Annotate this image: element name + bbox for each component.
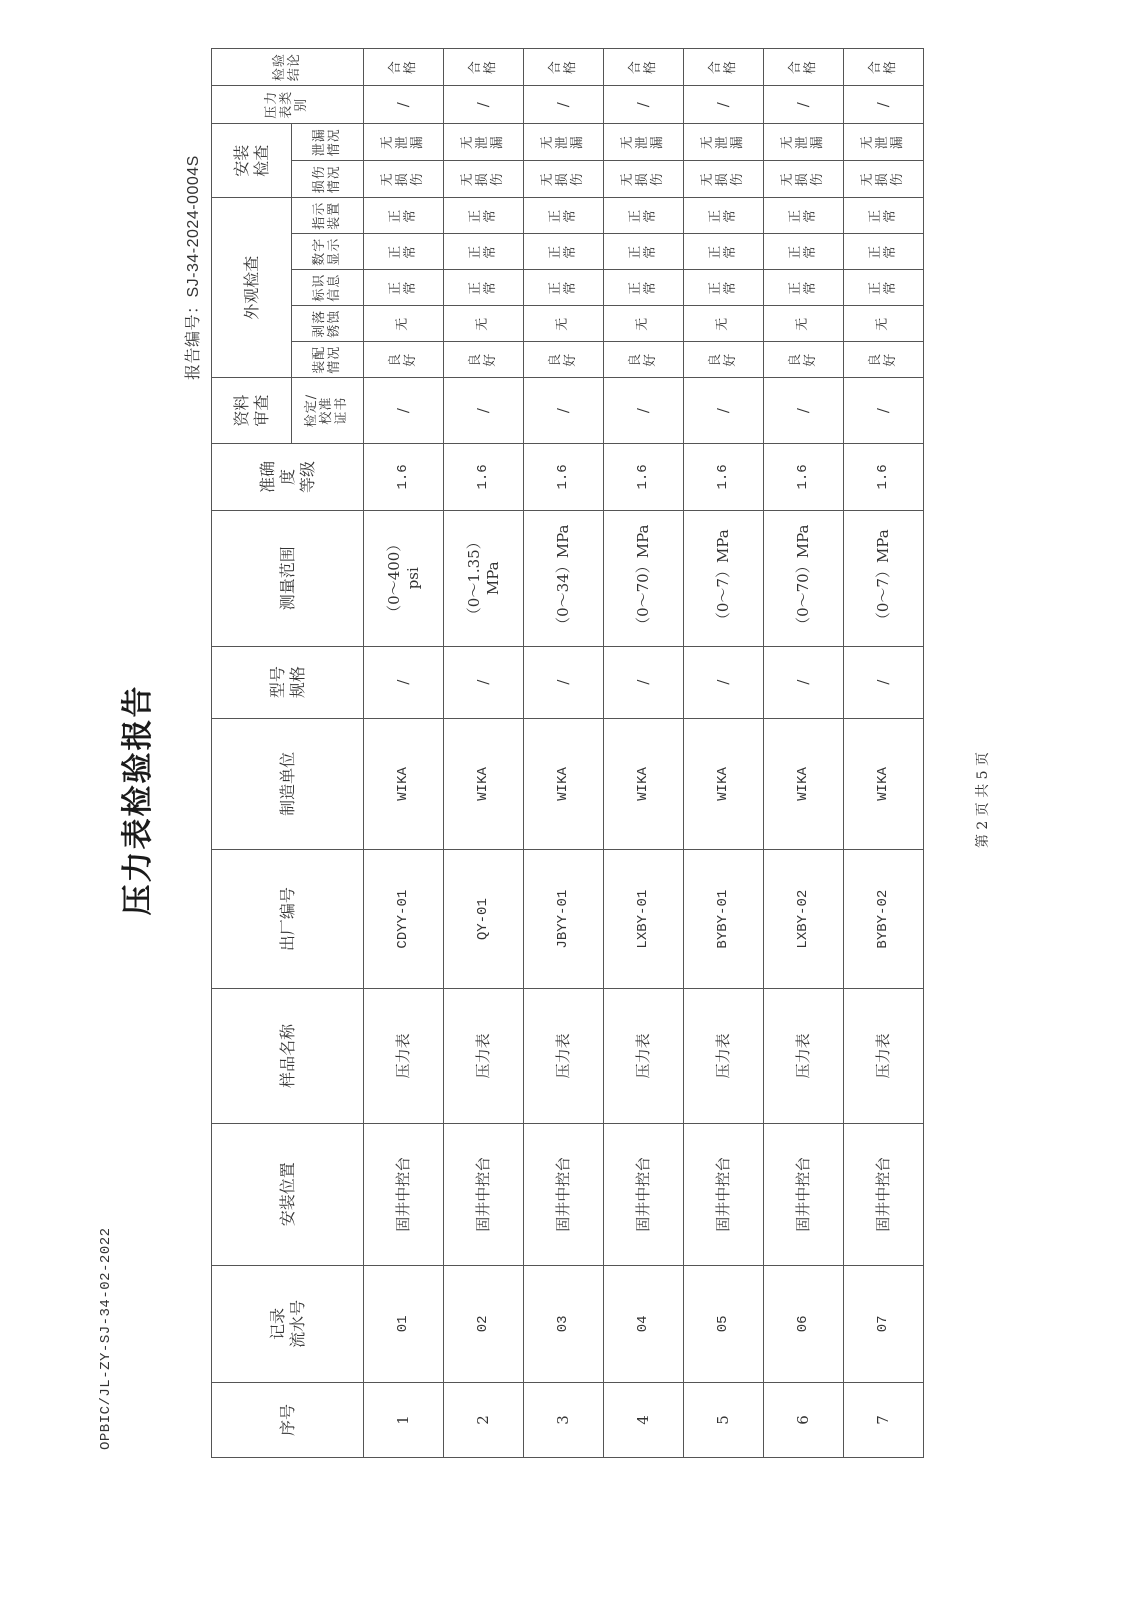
cell-app-pointer: 正 常 [364, 198, 444, 234]
cell-accuracy: 1.6 [444, 444, 524, 511]
cell-sample-name: 压力表 [524, 989, 604, 1124]
header-conclusion: 检验结论 [212, 49, 364, 86]
cell-accuracy: 1.6 [684, 444, 764, 511]
header-seq: 序号 [212, 1382, 364, 1457]
cell-accuracy: 1.6 [844, 444, 924, 511]
cell-sample-name: 压力表 [764, 989, 844, 1124]
cell-location: 固井中控台 [764, 1123, 844, 1265]
cell-record-no: 06 [764, 1265, 844, 1382]
cell-serial-no: BYBY-02 [844, 850, 924, 989]
cell-doc-review: / [364, 378, 444, 444]
cell-record-no: 03 [524, 1265, 604, 1382]
cell-accuracy: 1.6 [524, 444, 604, 511]
cell-conclusion: 合 格 [444, 49, 524, 86]
inspection-table [211, 48, 924, 1458]
header-location: 安装位置 [212, 1123, 364, 1265]
cell-seq: 2 [444, 1382, 524, 1457]
cell-manufacturer: WIKA [684, 718, 764, 850]
cell-app-peeling: 无 [524, 306, 604, 342]
cell-inst-leak: 无 泄 漏 [604, 124, 684, 161]
table-row [764, 49, 844, 1458]
cell-seq: 6 [764, 1382, 844, 1457]
cell-app-assembly: 良 好 [844, 342, 924, 378]
cell-app-marking: 正 常 [444, 270, 524, 306]
cell-record-no: 01 [364, 1265, 444, 1382]
cell-doc-review: / [524, 378, 604, 444]
header-app-marking: 标识信息 [292, 270, 364, 306]
cell-range: （0～7）MPa [684, 510, 764, 646]
header-sample-name: 样品名称 [212, 989, 364, 1124]
header-inst-damage: 损伤情况 [292, 161, 364, 198]
cell-app-assembly: 良 好 [604, 342, 684, 378]
cell-inst-leak: 无 泄 漏 [524, 124, 604, 161]
cell-app-peeling: 无 [684, 306, 764, 342]
cell-gauge-type: / [364, 86, 444, 124]
report-number: 报告编号：SJ-34-2024-0004S [185, 155, 202, 380]
cell-app-digital: 正 常 [524, 234, 604, 270]
cell-gauge-type: / [604, 86, 684, 124]
header-appearance: 外观检查 [212, 198, 292, 378]
header-record-no: 记录 流水号 [212, 1265, 364, 1382]
cell-seq: 5 [684, 1382, 764, 1457]
cell-manufacturer: WIKA [844, 718, 924, 850]
cell-sample-name: 压力表 [444, 989, 524, 1124]
cell-gauge-type: / [764, 86, 844, 124]
cell-app-digital: 正 常 [604, 234, 684, 270]
cell-app-marking: 正 常 [764, 270, 844, 306]
cell-inst-leak: 无 泄 漏 [684, 124, 764, 161]
cell-gauge-type: / [524, 86, 604, 124]
cell-record-no: 02 [444, 1265, 524, 1382]
cell-serial-no: QY-01 [444, 850, 524, 989]
cell-inst-leak: 无 泄 漏 [764, 124, 844, 161]
cell-app-assembly: 良 好 [684, 342, 764, 378]
cell-conclusion: 合 格 [684, 49, 764, 86]
cell-conclusion: 合 格 [764, 49, 844, 86]
cell-inst-damage: 无 损 伤 [444, 161, 524, 198]
cell-doc-review: / [844, 378, 924, 444]
cell-seq: 4 [604, 1382, 684, 1457]
cell-model: / [844, 646, 924, 718]
cell-app-peeling: 无 [764, 306, 844, 342]
header-inst-leak: 泄漏情况 [292, 124, 364, 161]
header-app-pointer: 指示装置 [292, 198, 364, 234]
cell-range: （0～70）MPa [604, 510, 684, 646]
header-gauge-type: 压力表类别 [212, 86, 364, 124]
cell-app-marking: 正 常 [604, 270, 684, 306]
cell-app-pointer: 正 常 [524, 198, 604, 234]
cell-location: 固井中控台 [524, 1123, 604, 1265]
cell-app-marking: 正 常 [524, 270, 604, 306]
table-row [684, 49, 764, 1458]
cell-inst-leak: 无 泄 漏 [444, 124, 524, 161]
cell-model: / [444, 646, 524, 718]
cell-location: 固井中控台 [844, 1123, 924, 1265]
table-row [364, 49, 444, 1458]
cell-conclusion: 合 格 [364, 49, 444, 86]
cell-range: （0～70）MPa [764, 510, 844, 646]
cell-model: / [764, 646, 844, 718]
header-app-digital: 数字显示 [292, 234, 364, 270]
cell-doc-review: / [444, 378, 524, 444]
cell-sample-name: 压力表 [684, 989, 764, 1124]
cell-accuracy: 1.6 [364, 444, 444, 511]
cell-inst-damage: 无 损 伤 [764, 161, 844, 198]
cell-manufacturer: WIKA [604, 718, 684, 850]
cell-inst-damage: 无 损 伤 [684, 161, 764, 198]
cell-conclusion: 合 格 [844, 49, 924, 86]
cell-app-marking: 正 常 [684, 270, 764, 306]
cell-app-pointer: 正 常 [764, 198, 844, 234]
cell-app-assembly: 良 好 [364, 342, 444, 378]
table-row [524, 49, 604, 1458]
cell-app-pointer: 正 常 [444, 198, 524, 234]
cell-serial-no: JBYY-01 [524, 850, 604, 989]
cell-gauge-type: / [844, 86, 924, 124]
page-title: 压力表检验报告 [120, 684, 156, 916]
cell-model: / [684, 646, 764, 718]
cell-manufacturer: WIKA [444, 718, 524, 850]
cell-conclusion: 合 格 [604, 49, 684, 86]
cell-app-marking: 正 常 [844, 270, 924, 306]
cell-app-peeling: 无 [604, 306, 684, 342]
header-serial-no: 出厂编号 [212, 850, 364, 989]
table-row [604, 49, 684, 1458]
cell-location: 固井中控台 [364, 1123, 444, 1265]
cell-model: / [604, 646, 684, 718]
cell-app-assembly: 良 好 [764, 342, 844, 378]
cell-location: 固井中控台 [684, 1123, 764, 1265]
cell-inst-damage: 无 损 伤 [524, 161, 604, 198]
header-doc-review-cert: 检定/ 校准 证书 [292, 378, 364, 444]
cell-serial-no: BYBY-01 [684, 850, 764, 989]
cell-sample-name: 压力表 [604, 989, 684, 1124]
cell-range: （0～7）MPa [844, 510, 924, 646]
cell-app-digital: 正 常 [764, 234, 844, 270]
cell-app-pointer: 正 常 [844, 198, 924, 234]
form-code: OPBIC/JL-ZY-SJ-34-02-2022 [98, 1227, 114, 1450]
cell-accuracy: 1.6 [604, 444, 684, 511]
cell-app-digital: 正 常 [844, 234, 924, 270]
cell-record-no: 05 [684, 1265, 764, 1382]
header-range: 测量范围 [212, 510, 364, 646]
cell-range: （0～34）MPa [524, 510, 604, 646]
cell-app-assembly: 良 好 [444, 342, 524, 378]
cell-app-peeling: 无 [364, 306, 444, 342]
cell-doc-review: / [684, 378, 764, 444]
cell-inst-leak: 无 泄 漏 [364, 124, 444, 161]
header-app-assembly: 装配情况 [292, 342, 364, 378]
cell-serial-no: CDYY-01 [364, 850, 444, 989]
cell-app-pointer: 正 常 [684, 198, 764, 234]
cell-gauge-type: / [444, 86, 524, 124]
cell-sample-name: 压力表 [364, 989, 444, 1124]
cell-seq: 7 [844, 1382, 924, 1457]
table-row [844, 49, 924, 1458]
cell-manufacturer: WIKA [764, 718, 844, 850]
cell-app-digital: 正 常 [684, 234, 764, 270]
cell-app-digital: 正 常 [364, 234, 444, 270]
cell-record-no: 07 [844, 1265, 924, 1382]
cell-seq: 1 [364, 1382, 444, 1457]
cell-serial-no: LXBY-02 [764, 850, 844, 989]
cell-serial-no: LXBY-01 [604, 850, 684, 989]
cell-record-no: 04 [604, 1265, 684, 1382]
cell-app-digital: 正 常 [444, 234, 524, 270]
cell-manufacturer: WIKA [364, 718, 444, 850]
cell-app-peeling: 无 [444, 306, 524, 342]
cell-gauge-type: / [684, 86, 764, 124]
cell-app-marking: 正 常 [364, 270, 444, 306]
table-row [444, 49, 524, 1458]
cell-sample-name: 压力表 [844, 989, 924, 1124]
cell-range: （0～400） psi [364, 510, 444, 646]
header-manufacturer: 制造单位 [212, 718, 364, 850]
cell-app-assembly: 良 好 [524, 342, 604, 378]
cell-inst-damage: 无 损 伤 [844, 161, 924, 198]
cell-range: （0～1.35） MPa [444, 510, 524, 646]
cell-model: / [524, 646, 604, 718]
header-app-peeling: 剥落锈蚀 [292, 306, 364, 342]
cell-doc-review: / [764, 378, 844, 444]
cell-location: 固井中控台 [444, 1123, 524, 1265]
header-model: 型号 规格 [212, 646, 364, 718]
cell-conclusion: 合 格 [524, 49, 604, 86]
cell-inst-leak: 无 泄 漏 [844, 124, 924, 161]
cell-location: 固井中控台 [604, 1123, 684, 1265]
cell-seq: 3 [524, 1382, 604, 1457]
cell-accuracy: 1.6 [764, 444, 844, 511]
cell-model: / [364, 646, 444, 718]
header-install-check: 安装 检查 [212, 124, 292, 198]
header-doc-review: 资料 审查 [212, 378, 292, 444]
cell-app-peeling: 无 [844, 306, 924, 342]
cell-manufacturer: WIKA [524, 718, 604, 850]
cell-inst-damage: 无 损 伤 [364, 161, 444, 198]
cell-doc-review: / [604, 378, 684, 444]
header-accuracy: 准确 度 等级 [212, 444, 364, 511]
cell-inst-damage: 无 损 伤 [604, 161, 684, 198]
page-footer: 第 2 页 共 5 页 [975, 751, 991, 849]
cell-app-pointer: 正 常 [604, 198, 684, 234]
